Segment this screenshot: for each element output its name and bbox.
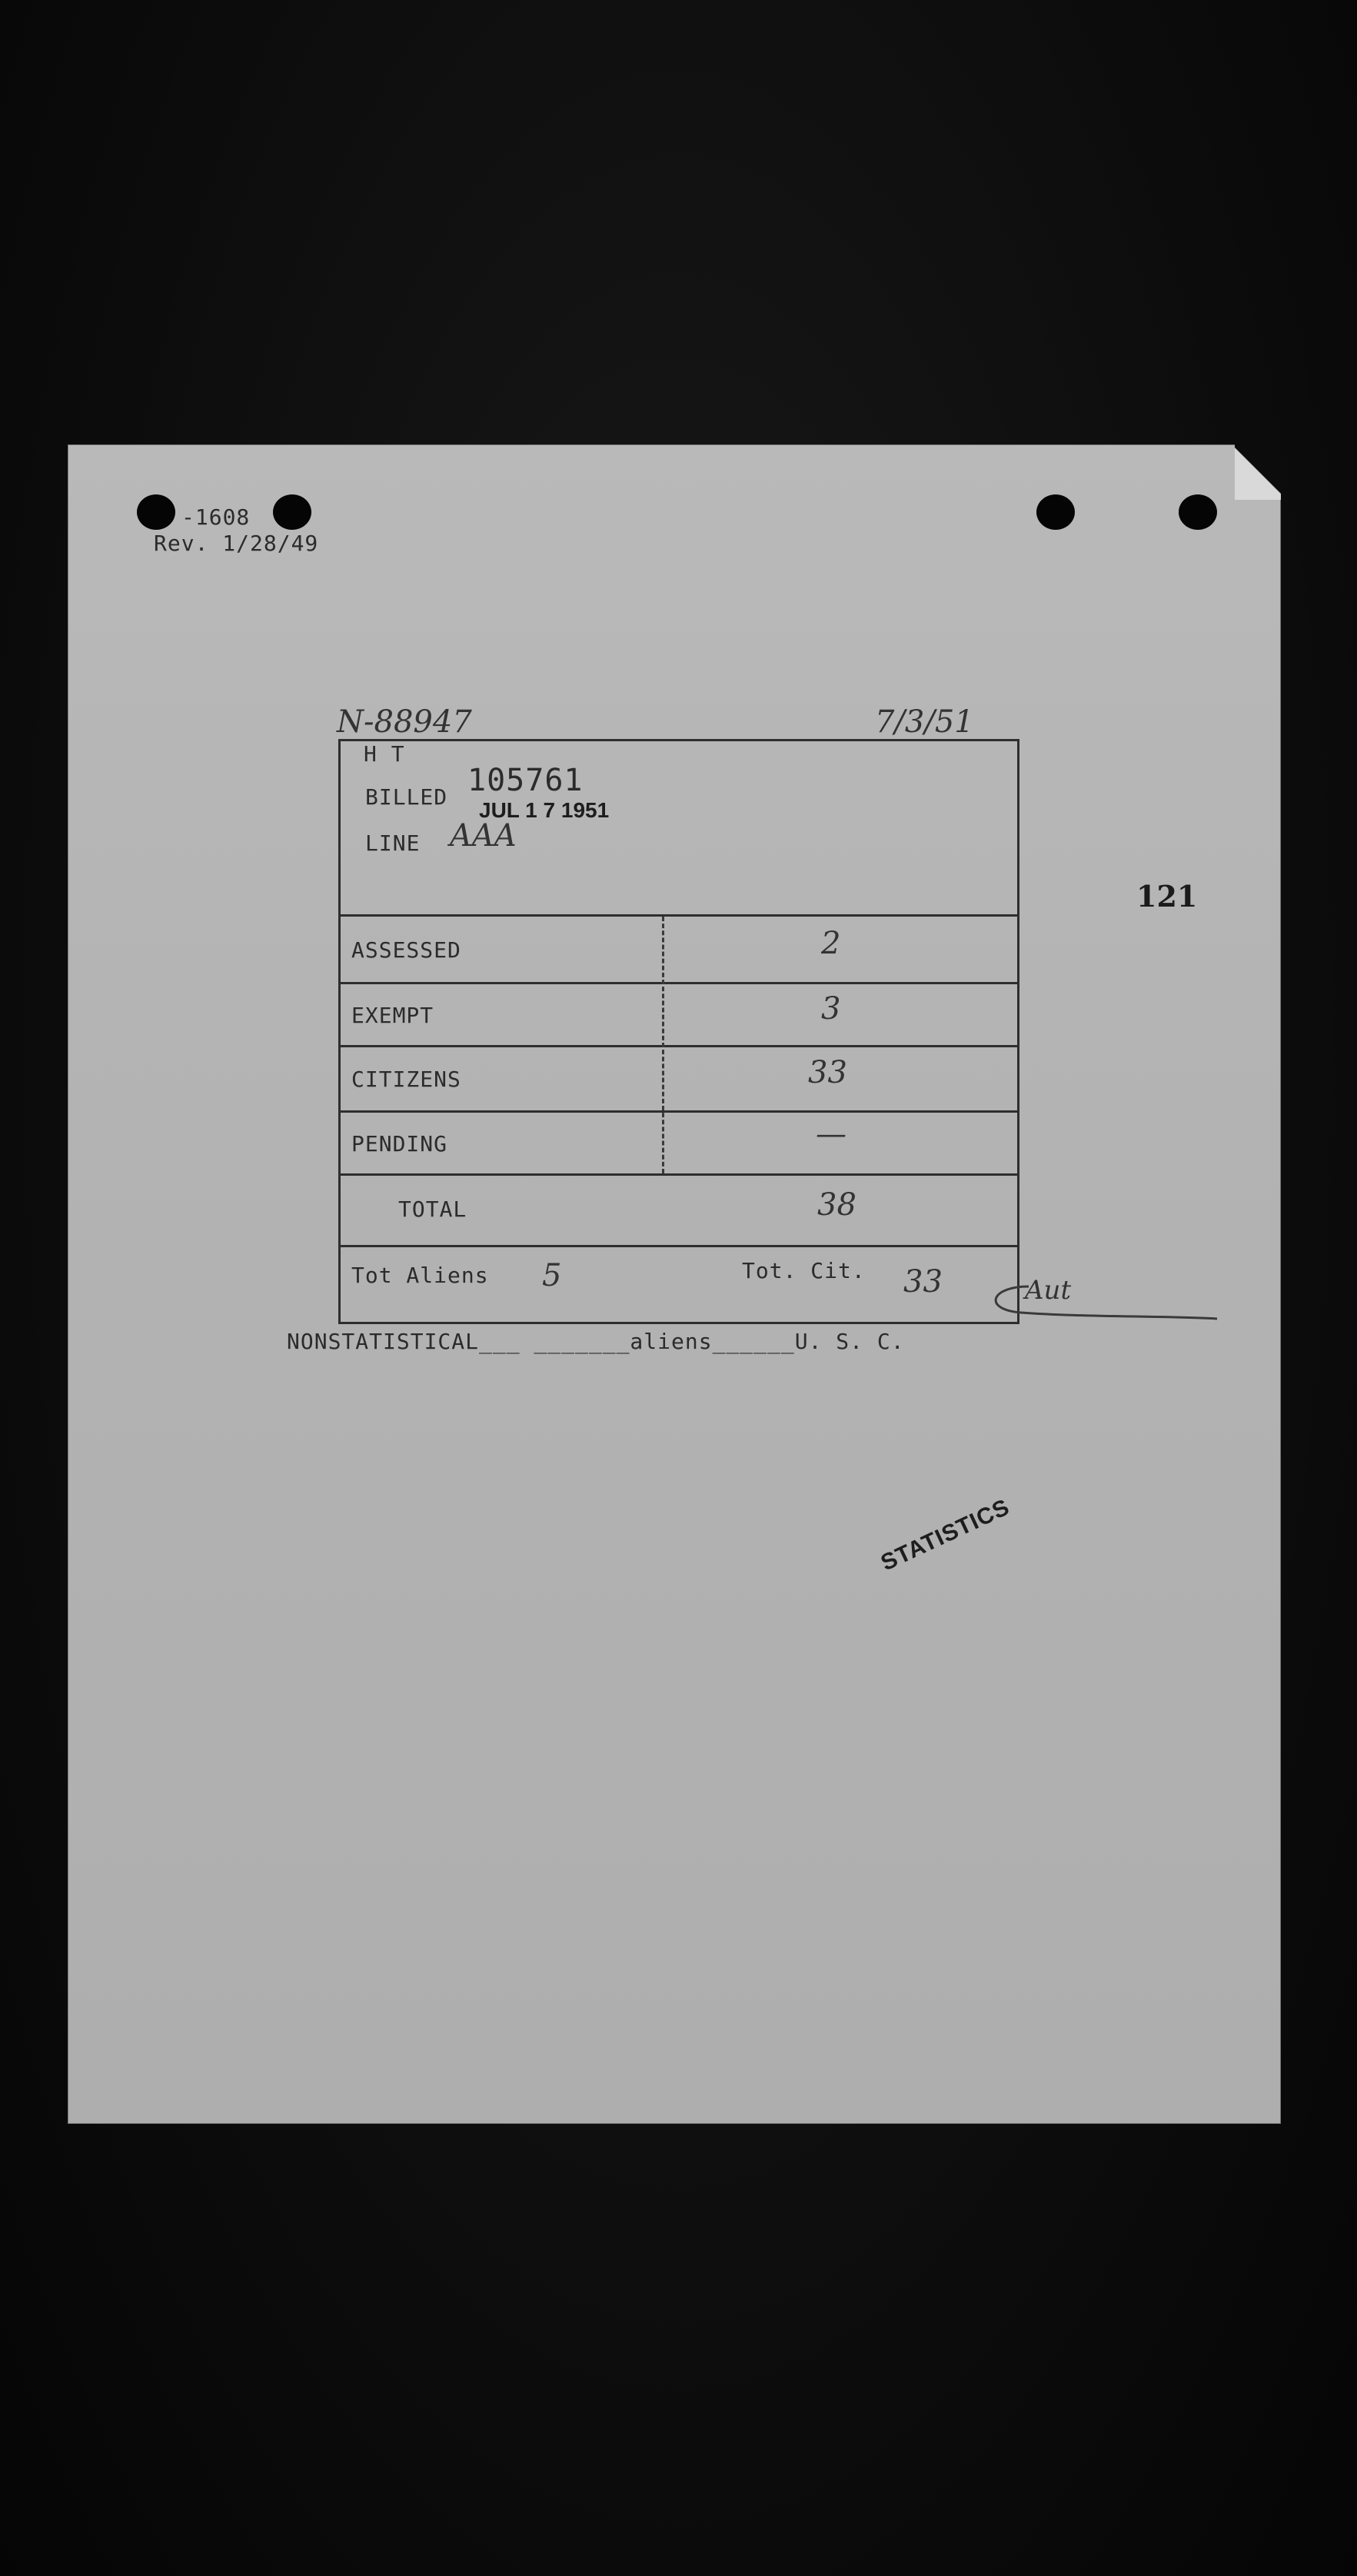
line-value: AAA — [450, 818, 517, 854]
statistics-form-box — [338, 739, 1019, 1324]
file-number: N-88947 — [337, 704, 472, 740]
divider-total — [341, 1245, 1017, 1247]
punch-hole-1 — [137, 494, 175, 530]
total-label: TOTAL — [398, 1196, 467, 1222]
divider-row-2 — [341, 1045, 1017, 1047]
divider-row-1 — [341, 982, 1017, 984]
tot-aliens-value: 5 — [542, 1258, 562, 1293]
document-page — [68, 444, 1281, 2124]
billed-date-stamp: JUL 1 7 1951 — [479, 798, 610, 822]
billed-label: BILLED — [365, 784, 448, 810]
nonstatistical-line: NONSTATISTICAL___ _______aliens______U. S. C. — [287, 1329, 905, 1354]
date-handwritten: 7/3/51 — [875, 704, 974, 740]
row-value-exempt: 3 — [821, 991, 841, 1027]
line-label: LINE — [365, 830, 421, 856]
ht-label: H T — [364, 741, 405, 767]
divider-row-4 — [341, 1173, 1017, 1176]
divider-row-3 — [341, 1110, 1017, 1113]
form-number: -1608 — [181, 504, 251, 530]
tot-cit-value: 33 — [903, 1264, 943, 1300]
row-value-assessed: 2 — [821, 926, 841, 961]
statistics-stamp: STATISTICS — [876, 1494, 1014, 1576]
reviewer-initials: Aut — [1025, 1275, 1072, 1306]
punch-hole-2 — [273, 494, 311, 530]
initials-scribble — [975, 1279, 1229, 1325]
row-value-pending: — — [816, 1117, 846, 1152]
row-value-citizens: 33 — [808, 1055, 847, 1090]
form-revision: Rev. 1/28/49 — [154, 531, 319, 556]
tot-cit-label: Tot. Cit. — [742, 1258, 866, 1283]
page-number: 121 — [1136, 879, 1198, 914]
row-label-exempt: EXEMPT — [351, 1003, 434, 1028]
divider-header — [341, 914, 1017, 917]
folded-corner — [1235, 444, 1281, 500]
punch-hole-4 — [1179, 494, 1217, 530]
billed-number: 105761 — [467, 763, 584, 798]
row-label-pending: PENDING — [351, 1131, 448, 1157]
punch-hole-3 — [1036, 494, 1075, 530]
total-value: 38 — [817, 1187, 856, 1223]
tot-aliens-label: Tot Aliens — [351, 1263, 489, 1288]
row-label-citizens: CITIZENS — [351, 1067, 461, 1092]
column-divider — [662, 917, 664, 1173]
row-label-assessed: ASSESSED — [351, 937, 461, 963]
